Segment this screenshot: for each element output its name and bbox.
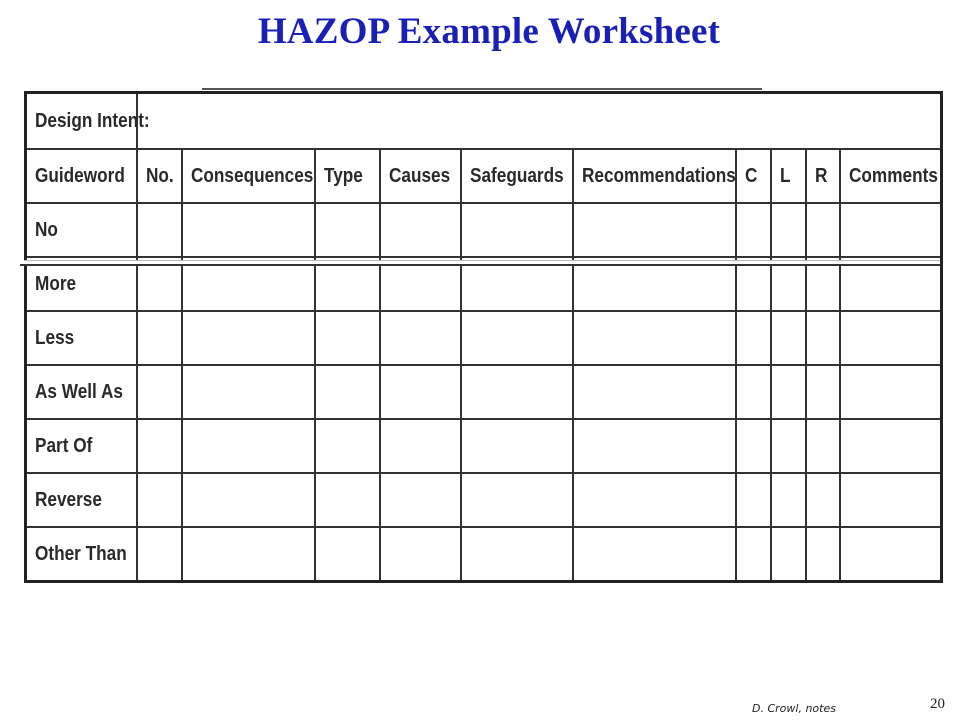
worksheet-entry-cell[interactable]: [573, 203, 736, 257]
column-header: Causes: [380, 149, 461, 203]
worksheet-entry-cell[interactable]: [806, 311, 840, 365]
worksheet-entry-cell[interactable]: [461, 365, 573, 419]
worksheet-entry-cell[interactable]: [380, 527, 461, 582]
column-header: R: [806, 149, 840, 203]
worksheet-entry-cell[interactable]: [840, 473, 942, 527]
column-header: C: [736, 149, 771, 203]
worksheet-entry-cell[interactable]: [736, 419, 771, 473]
worksheet-entry-cell[interactable]: [771, 419, 806, 473]
design-intent-label: Design Intent:: [26, 93, 137, 150]
worksheet-entry-cell[interactable]: [461, 473, 573, 527]
guideword-row: [26, 527, 942, 582]
worksheet-entry-cell[interactable]: [806, 473, 840, 527]
worksheet-entry-cell[interactable]: [380, 419, 461, 473]
worksheet-entry-cell[interactable]: [573, 311, 736, 365]
page-number: 20: [930, 696, 945, 712]
worksheet-entry-cell[interactable]: [182, 203, 315, 257]
worksheet-entry-cell[interactable]: [771, 311, 806, 365]
worksheet-entry-cell[interactable]: [736, 473, 771, 527]
worksheet-entry-cell[interactable]: [840, 365, 942, 419]
guideword-row: [26, 365, 942, 419]
worksheet-entry-cell[interactable]: [315, 473, 380, 527]
worksheet-entry-cell[interactable]: [315, 365, 380, 419]
worksheet-entry-cell[interactable]: [380, 473, 461, 527]
column-header: Type: [315, 149, 380, 203]
guideword-cell: Part Of: [26, 419, 137, 473]
worksheet-entry-cell[interactable]: [182, 527, 315, 582]
column-header: Recommendations: [573, 149, 736, 203]
worksheet-entry-cell[interactable]: [736, 203, 771, 257]
worksheet-entry-cell[interactable]: [137, 473, 182, 527]
guideword-row: [26, 473, 942, 527]
guideword-row: [26, 203, 942, 257]
footer-note: D. Crowl, notes: [752, 702, 836, 715]
guideword-row: [26, 419, 942, 473]
worksheet-entry-cell[interactable]: [573, 527, 736, 582]
worksheet-entry-cell[interactable]: [137, 419, 182, 473]
worksheet-entry-cell[interactable]: [380, 365, 461, 419]
title-divider: [202, 88, 762, 90]
guideword-cell: Other Than: [26, 527, 137, 582]
page-title: HAZOP Example Worksheet: [257, 11, 721, 52]
worksheet-entry-cell[interactable]: [461, 311, 573, 365]
worksheet-entry-cell[interactable]: [315, 203, 380, 257]
worksheet-entry-cell[interactable]: [315, 419, 380, 473]
worksheet-entry-cell[interactable]: [461, 419, 573, 473]
worksheet-entry-cell[interactable]: [461, 527, 573, 582]
design-intent-row: [26, 93, 942, 150]
worksheet-entry-cell[interactable]: [840, 419, 942, 473]
worksheet-entry-cell[interactable]: [736, 365, 771, 419]
column-header-row: [26, 149, 942, 203]
worksheet-entry-cell[interactable]: [461, 203, 573, 257]
worksheet-entry-cell[interactable]: [182, 311, 315, 365]
hazop-worksheet: [24, 91, 940, 606]
worksheet-entry-cell[interactable]: [137, 311, 182, 365]
worksheet-entry-cell[interactable]: [736, 527, 771, 582]
worksheet-table: [24, 91, 943, 583]
worksheet-entry-cell[interactable]: [806, 419, 840, 473]
column-header: L: [771, 149, 806, 203]
column-header: Guideword: [26, 149, 137, 203]
worksheet-entry-cell[interactable]: [315, 527, 380, 582]
column-header: Consequences: [182, 149, 315, 203]
worksheet-entry-cell[interactable]: [182, 473, 315, 527]
worksheet-entry-cell[interactable]: [771, 203, 806, 257]
worksheet-entry-cell[interactable]: [840, 203, 942, 257]
worksheet-entry-cell[interactable]: [771, 473, 806, 527]
section-break-rule: [20, 264, 940, 266]
worksheet-entry-cell[interactable]: [182, 365, 315, 419]
guideword-row: [26, 311, 942, 365]
worksheet-entry-cell[interactable]: [380, 311, 461, 365]
worksheet-entry-cell[interactable]: [137, 203, 182, 257]
worksheet-entry-cell[interactable]: [573, 419, 736, 473]
column-header: Comments: [840, 149, 942, 203]
guideword-cell: More: [26, 257, 137, 311]
design-intent-field[interactable]: [137, 93, 942, 150]
guideword-cell: No: [26, 203, 137, 257]
guideword-cell: Less: [26, 311, 137, 365]
worksheet-entry-cell[interactable]: [806, 365, 840, 419]
worksheet-entry-cell[interactable]: [182, 419, 315, 473]
worksheet-entry-cell[interactable]: [137, 527, 182, 582]
column-header: Safeguards: [461, 149, 573, 203]
worksheet-entry-cell[interactable]: [736, 311, 771, 365]
worksheet-entry-cell[interactable]: [380, 203, 461, 257]
worksheet-entry-cell[interactable]: [840, 527, 942, 582]
worksheet-entry-cell[interactable]: [315, 311, 380, 365]
worksheet-entry-cell[interactable]: [771, 365, 806, 419]
worksheet-entry-cell[interactable]: [771, 527, 806, 582]
worksheet-entry-cell[interactable]: [840, 311, 942, 365]
worksheet-entry-cell[interactable]: [806, 527, 840, 582]
worksheet-entry-cell[interactable]: [137, 365, 182, 419]
guideword-cell: Reverse: [26, 473, 137, 527]
column-header: No.: [137, 149, 182, 203]
worksheet-entry-cell[interactable]: [573, 473, 736, 527]
worksheet-entry-cell[interactable]: [573, 365, 736, 419]
guideword-cell: As Well As: [26, 365, 137, 419]
worksheet-entry-cell[interactable]: [806, 203, 840, 257]
